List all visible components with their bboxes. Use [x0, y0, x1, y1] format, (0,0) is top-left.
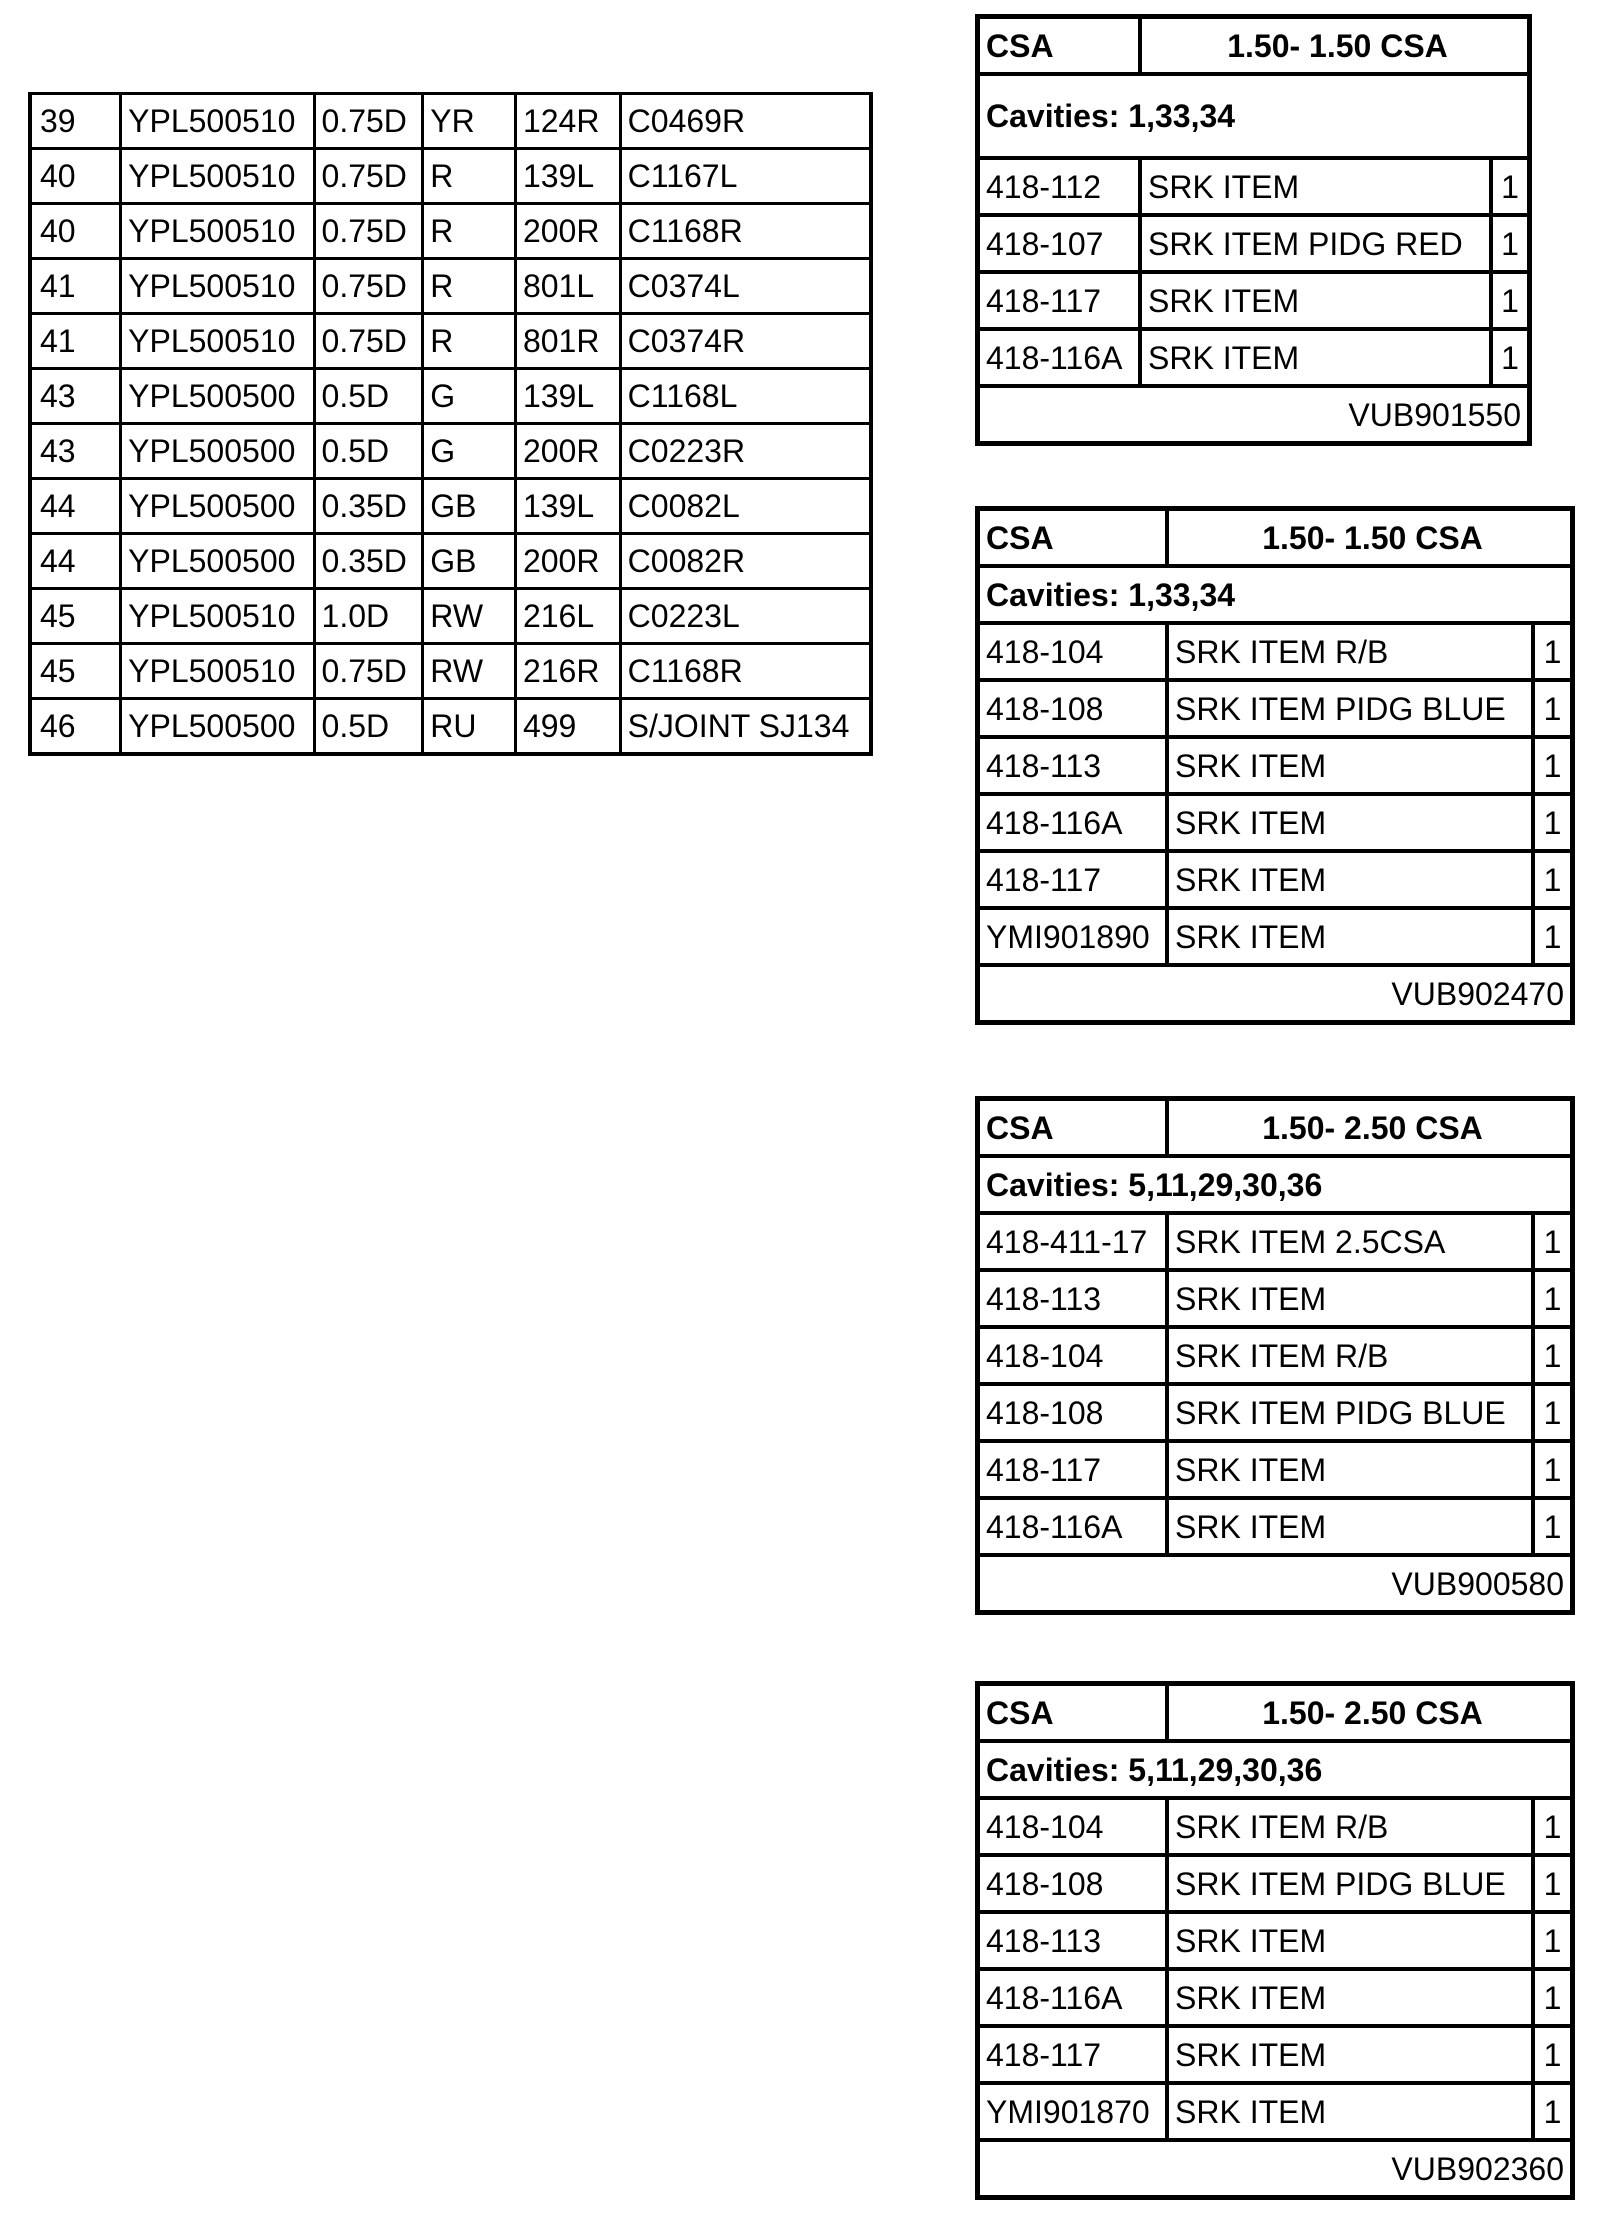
list-item — [980, 158, 1527, 215]
cell-wire-no: 41 — [30, 314, 121, 369]
cell-wire-no: 40 — [30, 149, 121, 204]
item-part-number: 418-113 — [980, 1270, 1167, 1327]
cell-part-number: YPL500510 — [121, 149, 314, 204]
cell-part-number: YPL500510 — [121, 204, 314, 259]
item-part-number: 418-108 — [980, 680, 1167, 737]
item-part-number: 418-117 — [980, 272, 1140, 329]
cell-terminal-ref: 200R — [515, 534, 620, 589]
item-description: SRK ITEM — [1167, 851, 1533, 908]
list-item — [980, 1855, 1570, 1912]
list-item — [980, 1384, 1570, 1441]
item-description: SRK ITEM — [1167, 794, 1533, 851]
cell-wire-no: 45 — [30, 644, 121, 699]
table-row — [30, 479, 871, 534]
csa-range: 1.50- 1.50 CSA — [1140, 19, 1527, 74]
cell-terminal-ref: 801R — [515, 314, 620, 369]
csa-footer-row — [980, 2140, 1570, 2195]
item-description: SRK ITEM — [1167, 1912, 1533, 1969]
cell-part-number: YPL500510 — [121, 589, 314, 644]
table-row — [30, 424, 871, 479]
list-item — [980, 272, 1527, 329]
table-row — [30, 369, 871, 424]
cell-wire-no: 45 — [30, 589, 121, 644]
csa-footer-row — [980, 1555, 1570, 1610]
cell-part-number: YPL500500 — [121, 534, 314, 589]
item-quantity: 1 — [1533, 623, 1570, 680]
cell-wire-no: 44 — [30, 534, 121, 589]
item-quantity: 1 — [1533, 2026, 1570, 2083]
item-quantity: 1 — [1533, 2083, 1570, 2140]
cell-terminal-ref: 216L — [515, 589, 620, 644]
cell-wire-no: 39 — [30, 94, 121, 149]
cell-size: 0.5D — [314, 699, 423, 755]
csa-code: VUB902360 — [1391, 2150, 1564, 2187]
cell-part-number: YPL500510 — [121, 94, 314, 149]
csa-label: CSA — [980, 1101, 1167, 1156]
cell-terminal-ref: 139L — [515, 149, 620, 204]
item-quantity: 1 — [1491, 272, 1527, 329]
cell-wire-no: 43 — [30, 424, 121, 479]
table-row — [30, 314, 871, 369]
cell-terminal-ref: 124R — [515, 94, 620, 149]
cell-terminal-ref: 139L — [515, 479, 620, 534]
item-description: SRK ITEM — [1167, 1441, 1533, 1498]
item-description: SRK ITEM — [1167, 2026, 1533, 2083]
list-item — [980, 2026, 1570, 2083]
cell-size: 0.75D — [314, 259, 423, 314]
cell-terminal-ref: 139L — [515, 369, 620, 424]
cell-size: 1.0D — [314, 589, 423, 644]
item-part-number: 418-117 — [980, 2026, 1167, 2083]
csa-label: CSA — [980, 1686, 1167, 1741]
item-part-number: 418-411-17 — [980, 1213, 1167, 1270]
item-description: SRK ITEM R/B — [1167, 623, 1533, 680]
cell-size: 0.75D — [314, 204, 423, 259]
cell-colour: G — [423, 424, 516, 479]
item-part-number: YMI901870 — [980, 2083, 1167, 2140]
cavities-text: Cavities: 1,33,34 — [980, 566, 1570, 623]
wire-table-body — [30, 94, 871, 755]
item-part-number: 418-116A — [980, 1498, 1167, 1555]
item-part-number: 418-116A — [980, 329, 1140, 386]
cell-colour: R — [423, 314, 516, 369]
cell-wire-no: 44 — [30, 479, 121, 534]
table-row — [30, 589, 871, 644]
csa-card — [975, 1681, 1575, 2200]
cell-connector-ref: C0082L — [620, 479, 871, 534]
csa-table — [980, 511, 1570, 1020]
item-description: SRK ITEM PIDG BLUE — [1167, 1855, 1533, 1912]
item-part-number: 418-108 — [980, 1384, 1167, 1441]
csa-card — [975, 14, 1532, 446]
list-item — [980, 1270, 1570, 1327]
item-quantity: 1 — [1533, 794, 1570, 851]
item-description: SRK ITEM R/B — [1167, 1798, 1533, 1855]
list-item — [980, 851, 1570, 908]
csa-label: CSA — [980, 511, 1167, 566]
list-item — [980, 215, 1527, 272]
cell-size: 0.35D — [314, 534, 423, 589]
cell-colour: R — [423, 259, 516, 314]
item-part-number: 418-116A — [980, 1969, 1167, 2026]
cavities-row — [980, 1741, 1570, 1798]
item-quantity: 1 — [1533, 1798, 1570, 1855]
list-item — [980, 908, 1570, 965]
cavities-text: Cavities: 1,33,34 — [980, 74, 1527, 158]
csa-card — [975, 1096, 1575, 1615]
csa-code: VUB900580 — [1391, 1565, 1564, 1602]
item-description: SRK ITEM PIDG RED — [1140, 215, 1491, 272]
csa-label: CSA — [980, 19, 1140, 74]
cell-size: 0.75D — [314, 149, 423, 204]
cell-connector-ref: S/JOINT SJ134 — [620, 699, 871, 755]
cell-part-number: YPL500510 — [121, 259, 314, 314]
cell-terminal-ref: 801L — [515, 259, 620, 314]
cell-colour: GB — [423, 479, 516, 534]
cell-colour: R — [423, 149, 516, 204]
cell-connector-ref: C1168R — [620, 204, 871, 259]
list-item — [980, 1213, 1570, 1270]
item-quantity: 1 — [1533, 1270, 1570, 1327]
item-part-number: 418-112 — [980, 158, 1140, 215]
cell-part-number: YPL500510 — [121, 644, 314, 699]
csa-code: VUB901550 — [1348, 396, 1521, 433]
item-description: SRK ITEM — [1140, 329, 1491, 386]
cell-connector-ref: C0223R — [620, 424, 871, 479]
item-part-number: 418-104 — [980, 623, 1167, 680]
csa-card — [975, 506, 1575, 1025]
cell-part-number: YPL500500 — [121, 369, 314, 424]
list-item — [980, 1798, 1570, 1855]
table-row — [30, 149, 871, 204]
cell-connector-ref: C0082R — [620, 534, 871, 589]
item-quantity: 1 — [1533, 851, 1570, 908]
table-row — [30, 534, 871, 589]
list-item — [980, 1912, 1570, 1969]
list-item — [980, 1969, 1570, 2026]
cell-part-number: YPL500510 — [121, 314, 314, 369]
item-quantity: 1 — [1491, 158, 1527, 215]
item-description: SRK ITEM R/B — [1167, 1327, 1533, 1384]
list-item — [980, 680, 1570, 737]
csa-range: 1.50- 1.50 CSA — [1167, 511, 1570, 566]
csa-table — [980, 19, 1527, 441]
table-row — [30, 699, 871, 755]
item-part-number: 418-104 — [980, 1327, 1167, 1384]
cavities-text: Cavities: 5,11,29,30,36 — [980, 1741, 1570, 1798]
cell-size: 0.5D — [314, 424, 423, 479]
cell-colour: GB — [423, 534, 516, 589]
item-quantity: 1 — [1491, 329, 1527, 386]
wire-table — [28, 92, 873, 756]
item-description: SRK ITEM — [1167, 1270, 1533, 1327]
item-description: SRK ITEM — [1167, 737, 1533, 794]
cavities-row — [980, 74, 1527, 158]
cell-part-number: YPL500500 — [121, 699, 314, 755]
csa-footer-row — [980, 965, 1570, 1020]
item-part-number: 418-116A — [980, 794, 1167, 851]
list-item — [980, 737, 1570, 794]
cell-connector-ref: C0374R — [620, 314, 871, 369]
item-description: SRK ITEM — [1167, 1969, 1533, 2026]
csa-table — [980, 1686, 1570, 2195]
csa-code: VUB902470 — [1391, 975, 1564, 1012]
cell-size: 0.5D — [314, 369, 423, 424]
cell-wire-no: 43 — [30, 369, 121, 424]
cell-wire-no: 40 — [30, 204, 121, 259]
csa-header-row — [980, 1101, 1570, 1156]
item-quantity: 1 — [1533, 1855, 1570, 1912]
cell-part-number: YPL500500 — [121, 479, 314, 534]
cell-colour: YR — [423, 94, 516, 149]
item-description: SRK ITEM — [1140, 272, 1491, 329]
cell-colour: RU — [423, 699, 516, 755]
cell-size: 0.75D — [314, 314, 423, 369]
list-item — [980, 329, 1527, 386]
cell-terminal-ref: 499 — [515, 699, 620, 755]
csa-range: 1.50- 2.50 CSA — [1167, 1686, 1570, 1741]
item-part-number: YMI901890 — [980, 908, 1167, 965]
cell-part-number: YPL500500 — [121, 424, 314, 479]
cell-connector-ref: C1167L — [620, 149, 871, 204]
item-part-number: 418-104 — [980, 1798, 1167, 1855]
cell-size: 0.75D — [314, 94, 423, 149]
item-quantity: 1 — [1533, 1384, 1570, 1441]
list-item — [980, 623, 1570, 680]
list-item — [980, 794, 1570, 851]
item-description: SRK ITEM — [1167, 1498, 1533, 1555]
item-quantity: 1 — [1533, 737, 1570, 794]
csa-header-row — [980, 19, 1527, 74]
table-row — [30, 94, 871, 149]
cell-connector-ref: C0223L — [620, 589, 871, 644]
item-part-number: 418-107 — [980, 215, 1140, 272]
cell-size: 0.75D — [314, 644, 423, 699]
item-description: SRK ITEM 2.5CSA — [1167, 1213, 1533, 1270]
cell-wire-no: 41 — [30, 259, 121, 314]
item-quantity: 1 — [1533, 1912, 1570, 1969]
cell-terminal-ref: 200R — [515, 424, 620, 479]
list-item — [980, 2083, 1570, 2140]
cavities-row — [980, 566, 1570, 623]
cell-colour: RW — [423, 644, 516, 699]
item-quantity: 1 — [1491, 215, 1527, 272]
item-description: SRK ITEM PIDG BLUE — [1167, 1384, 1533, 1441]
cell-connector-ref: C0469R — [620, 94, 871, 149]
cell-colour: R — [423, 204, 516, 259]
item-part-number: 418-117 — [980, 1441, 1167, 1498]
cell-wire-no: 46 — [30, 699, 121, 755]
item-part-number: 418-108 — [980, 1855, 1167, 1912]
csa-header-row — [980, 1686, 1570, 1741]
table-row — [30, 644, 871, 699]
item-quantity: 1 — [1533, 1327, 1570, 1384]
list-item — [980, 1498, 1570, 1555]
item-part-number: 418-113 — [980, 1912, 1167, 1969]
table-row — [30, 204, 871, 259]
cell-colour: G — [423, 369, 516, 424]
item-description: SRK ITEM — [1140, 158, 1491, 215]
cell-terminal-ref: 200R — [515, 204, 620, 259]
csa-header-row — [980, 511, 1570, 566]
item-description: SRK ITEM — [1167, 2083, 1533, 2140]
item-description: SRK ITEM PIDG BLUE — [1167, 680, 1533, 737]
list-item — [980, 1327, 1570, 1384]
item-quantity: 1 — [1533, 1213, 1570, 1270]
item-quantity: 1 — [1533, 680, 1570, 737]
cavities-row — [980, 1156, 1570, 1213]
cell-connector-ref: C1168L — [620, 369, 871, 424]
csa-footer-row — [980, 386, 1527, 441]
csa-range: 1.50- 2.50 CSA — [1167, 1101, 1570, 1156]
list-item — [980, 1441, 1570, 1498]
item-description: SRK ITEM — [1167, 908, 1533, 965]
table-row — [30, 259, 871, 314]
item-part-number: 418-117 — [980, 851, 1167, 908]
cell-size: 0.35D — [314, 479, 423, 534]
item-quantity: 1 — [1533, 1441, 1570, 1498]
cell-connector-ref: C1168R — [620, 644, 871, 699]
cell-colour: RW — [423, 589, 516, 644]
item-quantity: 1 — [1533, 908, 1570, 965]
item-part-number: 418-113 — [980, 737, 1167, 794]
cell-connector-ref: C0374L — [620, 259, 871, 314]
csa-table — [980, 1101, 1570, 1610]
item-quantity: 1 — [1533, 1498, 1570, 1555]
cavities-text: Cavities: 5,11,29,30,36 — [980, 1156, 1570, 1213]
cell-terminal-ref: 216R — [515, 644, 620, 699]
item-quantity: 1 — [1533, 1969, 1570, 2026]
